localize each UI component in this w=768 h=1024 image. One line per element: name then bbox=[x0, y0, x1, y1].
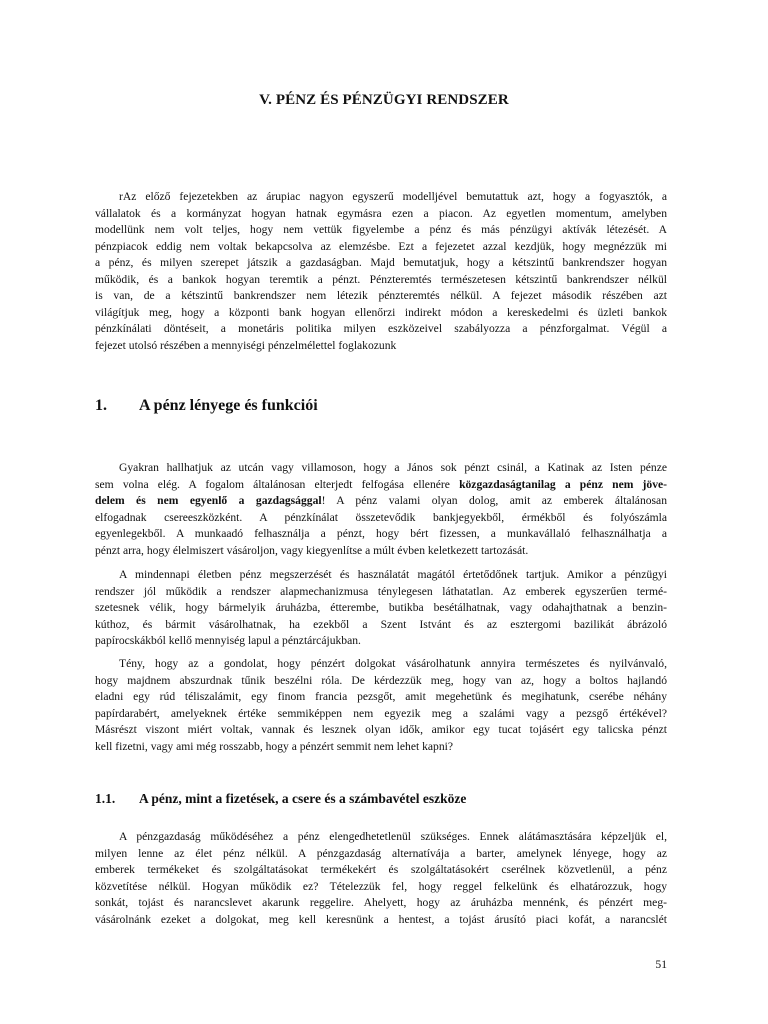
text-run: ! A pénz valami olyan dolog, amit az emberek általánosan bbox=[321, 494, 667, 507]
text-line bbox=[95, 493, 667, 510]
text-line: közvetítése nélkül. Hogyan működik ez? Tételezzük fel, hogy reggel felkelünk és elhatározzuk, hogy bbox=[95, 879, 667, 893]
section-number: 1. bbox=[95, 397, 107, 414]
text-line: szetesnek vélik, hogy bármelyik áruházba, étterembe, butikba besétálhatnak, vagy odahajthatnak a benzin- bbox=[95, 601, 667, 614]
text-line: pénzpiacok eddig nem voltak bekapcsolva az elemzésbe. Ezt a fejezetet azzal kezdjük, hogy megnézzük mi bbox=[95, 239, 667, 253]
text-line: Tény, hogy az a gondolat, hogy pénzért dolgokat vásárolhatunk annyira természetes és nyilvánvaló, bbox=[119, 657, 667, 670]
text-line: működik, és a bankok hogyan teremtik a pénzt. Pénzteremtés természetesen kétszintű bankrendszer nélkül bbox=[95, 272, 667, 286]
paragraph-3 bbox=[95, 656, 667, 755]
text-line: emberek termékeket és szolgáltatásokat termékekért és szolgáltatásokért cserélnek közvetlenül, a pénz bbox=[95, 863, 667, 876]
paragraph-4 bbox=[95, 829, 667, 928]
paragraph-2 bbox=[95, 567, 667, 650]
text-line: eladni egy rúd téliszalámit, egy finom francia pezsgőt, amit megehetünk és megihatunk, cserébe néhány bbox=[95, 690, 667, 703]
intro-paragraph bbox=[95, 189, 667, 354]
text-line bbox=[95, 477, 667, 494]
section-title: A pénz, mint a fizetések, a csere és a számbavétel eszköze bbox=[139, 791, 467, 806]
text-line: rendszer jól működik a rendszer alapmechanizmusa ténylegesen láthatatlan. Az emberek egyszerűen termé- bbox=[95, 584, 667, 598]
text-line: egyenlegekből. A munkaadó felhasználja a pénzt, hogy bért fizessen, a munkavállaló felhasználhatja a bbox=[95, 527, 667, 540]
emphasis-text: közgazdaságtanilag a pénz nem jöve- bbox=[459, 477, 667, 491]
text-line: A pénzgazdaság működéséhez a pénz elengedhetetlenül szükséges. Ennek alátámasztására képzeljük el, bbox=[119, 830, 667, 843]
text-line: elfogadnak csereeszközként. A pénzkínálat összetevődik bankjegyekből, érmékből és folyószámla bbox=[95, 510, 667, 524]
text-line: kell fizetni, vagy ami még rosszabb, hogy a pénzért semmit nem lehet kapni? bbox=[95, 739, 454, 753]
paragraph-1 bbox=[95, 460, 667, 559]
text-line: papírocskákból kellő mennyiség lapul a pénztárcájukban. bbox=[95, 634, 361, 647]
text-line: rAz előző fejezetekben az árupiac nagyon egyszerű modelljével bemutattuk azt, hogy a fogyasztók, a bbox=[119, 190, 667, 203]
text-line: vásárolnánk ezeket a dolgokat, meg kell keresnünk a hentest, a tojást árusító piaci kofát, a narancslét bbox=[95, 912, 667, 926]
text-line: pénzkínálati döntéseit, a monetáris politika milyen eszközeivel szabályozza a pénzforgalmat. Végül a bbox=[95, 322, 667, 335]
text-line: pénzt arra, hogy élelmiszert vásároljon, vagy kiegyenlítse a múlt évben keletkezett tartozását. bbox=[95, 543, 529, 557]
text-line: Másrészt viszont miért voltak, vannak és lesznek olyan idők, amikor egy tucat tojásért egy talicska pénzt bbox=[95, 723, 667, 736]
text-line: modellünk nem volt teljes, hogy nem vettük figyelembe a pénz és más pénzügyi aktívák létezését. A bbox=[95, 223, 667, 236]
text-line: A mindennapi életben pénz megszerzését és használatát magától értetődőnek tartjuk. Amikor a pénzügyi bbox=[119, 568, 667, 581]
chapter-title: V. PÉNZ ÉS PÉNZÜGYI RENDSZER bbox=[259, 92, 509, 108]
text-line: milyen lenne az élet pénz nélkül. A pénzgazdaság alternatívája a barter, amelynek lényege, hogy az bbox=[95, 846, 667, 860]
section-heading-1 bbox=[95, 397, 318, 415]
emphasis-text: delem és nem egyenlő a gazdagsággal bbox=[95, 494, 322, 507]
text-line: hogy majdnem abszurdnak tűnik beszélni róla. De kérdezzük meg, hogy van az, hogy a boltos hajlandó bbox=[95, 673, 667, 687]
text-line: vállalatok és a kormányzat hogyan hatnak egymásra ezen a piacon. Az egyetlen momentum, amelyben bbox=[95, 206, 667, 220]
text-line: kúthoz, és bármit vásárolhatnak, ha ezekből a Szent Istvánt és az esztergomi bazilikát ábrázoló bbox=[95, 617, 667, 631]
page-number: 51 bbox=[655, 958, 667, 971]
text-line: világítjuk meg, hogy a központi bank hogyan ellenőrzi indirekt módon a kereskedelmi és üzleti bankok bbox=[95, 305, 667, 319]
section-number: 1.1. bbox=[95, 791, 116, 806]
text-run: sem volna elég. A fogalom általánosan elterjedt felfogása ellenére bbox=[95, 477, 460, 491]
text-line: papírdarabért, amelyeknek értéke semmiképpen nem egyezik meg a szalámi vagy a pezsgő értékével? bbox=[95, 706, 667, 720]
section-title: A pénz lényege és funkciói bbox=[139, 397, 318, 414]
text-line: sonkát, tojást és narancslevet akarunk reggelire. Ahelyett, hogy az áruházba mennénk, és pénzért meg- bbox=[95, 896, 667, 909]
text-line: a pénz, és milyen szerepet játszik a gazdaságban. Majd bemutatjuk, hogy a kétszintű bankrendszer hogyan bbox=[95, 256, 667, 269]
text-line: is van, de a kétszintű bankrendszer nem létezik pénzteremtés nélkül. A fejezet második részében azt bbox=[95, 289, 667, 302]
text-line: Gyakran hallhatjuk az utcán vagy villamoson, hogy a János sok pénzt csinál, a Katinak az Isten pénze bbox=[119, 461, 667, 474]
text-line: fejezet utolsó részében a mennyiségi pénzelmélettel foglakozunk bbox=[95, 338, 397, 352]
section-heading-1-1 bbox=[95, 791, 466, 807]
